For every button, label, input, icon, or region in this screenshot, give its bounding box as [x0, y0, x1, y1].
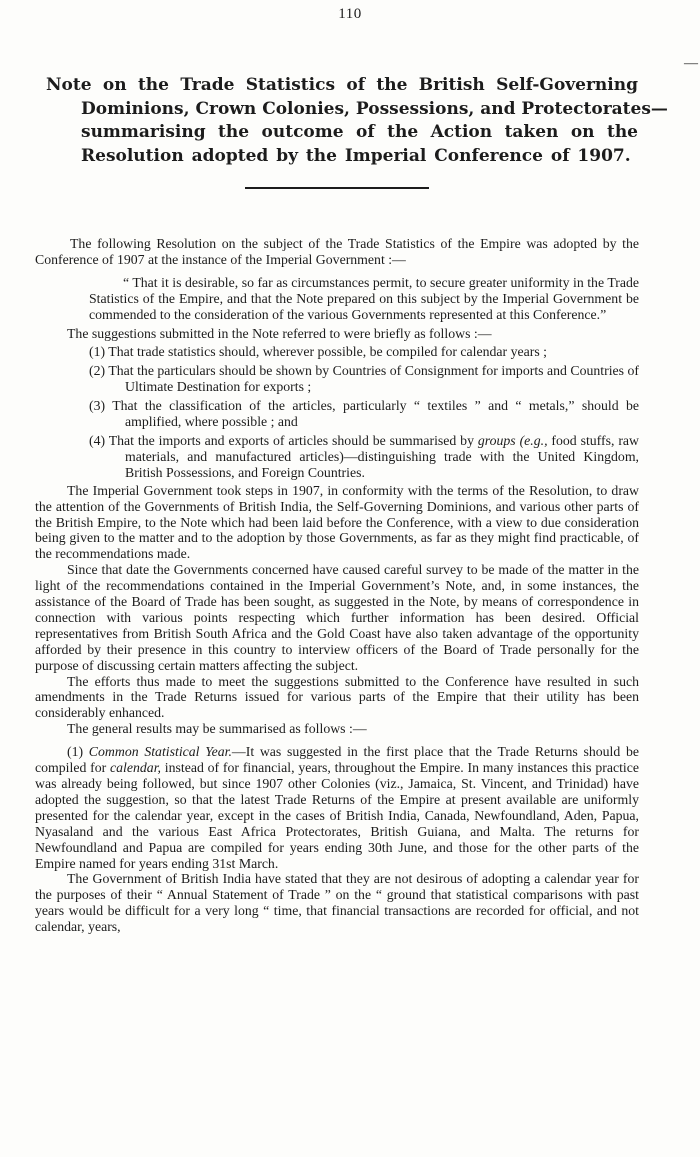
suggestion-number: (1)	[89, 344, 106, 360]
page-number: 110	[338, 6, 362, 22]
intro-paragraph: The following Resolution on the subject of the Trade Statistics of the Empire was adopted by the Conference of 1907 at the instance of the Imperial Government :—	[35, 236, 639, 267]
paragraph-general: The general results may be summarised as follows :—	[67, 721, 367, 737]
paragraph-efforts: The efforts thus made to meet the suggestions submitted to the Conference have resulted in such amendments in the Trade Returns issued for various parts of the Empire that their utility has been considerably enhanced.	[35, 673, 639, 721]
groups-term: groups	[477, 432, 516, 448]
suggestion-item	[35, 344, 639, 360]
paragraph-india: The Government of British India have stated that they are not desirous of adopting a calendar year for the purposes of their “ Annual Statement of Trade ” on the “ ground that statistical comparisons with past years would be difficult for a very long “ time, that financial transactions are recorded for official, and not calendar, years,	[35, 871, 639, 935]
suggestion-text: That trade statistics should, wherever possible, be compiled for calendar years ;	[108, 344, 547, 360]
suggestion-text: That the classification of the articles, particularly “ textiles ” and “ metals,” should be amplified, where possible ; and	[112, 398, 640, 430]
title-divider	[245, 187, 429, 189]
suggestion-item	[35, 398, 639, 430]
paragraph-since: Since that date the Governments concerned have caused careful survey to be made of the matter in the light of the recommendations contained in the Imperial Government’s Note, and, in some instances, the assistance of the Board of Trade has been sought, as suggested in the Note, by means of correspondence in connection with various points respecting which further information has been desired. Official representatives from British South Africa and the Gold Coast have also taken advantage of the opportunity afforded by their presence in this country to interview officers of the Board of Trade personally for the purpose of discussing certain matters affecting the subject.	[35, 562, 639, 673]
suggestions-intro: The suggestions submitted in the Note referred to were briefly as follows :—	[67, 325, 492, 341]
suggestion-item	[35, 363, 639, 395]
title-line: Note on the Trade Statistics of the British Self-Governing	[46, 75, 638, 95]
title-line: Resolution adopted by the Imperial Conference of 1907.	[81, 145, 631, 166]
section-number: (1)	[67, 744, 84, 760]
edge-mark: —	[684, 56, 698, 71]
document-title	[46, 74, 668, 168]
paragraph-common-year	[35, 744, 639, 871]
calendar-term: calendar,	[110, 760, 161, 776]
suggestion-number: (2)	[89, 363, 106, 379]
paragraph-steps: The Imperial Government took steps in 1907, in conformity with the terms of the Resolution, to draw the attention of the Governments of British India, the Self-Governing Dominions, and various other parts of the British Empire, to the Note which had been laid before the Conference, with a view to due consideration being given to the matter and to the adoption by those Governments, as far as they might find practicable, of the recommendations made.	[35, 482, 639, 562]
common-year-text-start: —It was suggested in the first place that the Trade Returns should be compiled for	[35, 744, 639, 776]
section-heading: Common Statistical Year.	[88, 744, 232, 760]
document-body	[35, 236, 639, 935]
suggestion-text-end: food stuffs, raw materials, and manufactured articles)—distinguishing trade with the United Kingdom, British Possessions, and Foreign Countries.	[125, 432, 639, 480]
suggestion-text-start: That the imports and exports of articles should be summarised by	[108, 432, 478, 448]
suggestion-item	[35, 433, 639, 481]
title-line: Dominions, Crown Colonies, Possessions, and Protectorates—	[81, 98, 668, 119]
eg-abbrev: (e.g.,	[519, 432, 548, 448]
title-line: summarising the outcome of the Action taken on the	[81, 122, 638, 142]
suggestion-number: (4)	[89, 432, 106, 448]
suggestion-number: (3)	[89, 398, 106, 414]
suggestion-text: That the particulars should be shown by Countries of Consignment for imports and Countries of Ultimate Destination for exports ;	[108, 363, 640, 395]
resolution-quote: “ That it is desirable, so far as circumstances permit, to secure greater uniformity in the Trade Statistics of the Empire, and that the Note prepared on this subject by the Imperial Government be commended to the consideration of the various Governments represented at this Conference.”	[89, 274, 639, 322]
common-year-text-end: instead of for financial, years, throughout the Empire. In many instances this practice was already being followed, but since 1907 other Colonies (viz., Jamaica, St. Vincent, and Trinidad) have adopted the suggestion, so that the latest Trade Returns of the Empire at present available are uniformly presented for the calendar year, except in the cases of British India, Canada, Newfoundland, Aden, Papua, Nyasaland and the various East Africa Protectorates, British Guiana, and Malta. The returns for Newfoundland and Papua are compiled for years ending 30th June, and those for the other parts of the Empire named for years ending 31st March.	[35, 760, 639, 871]
